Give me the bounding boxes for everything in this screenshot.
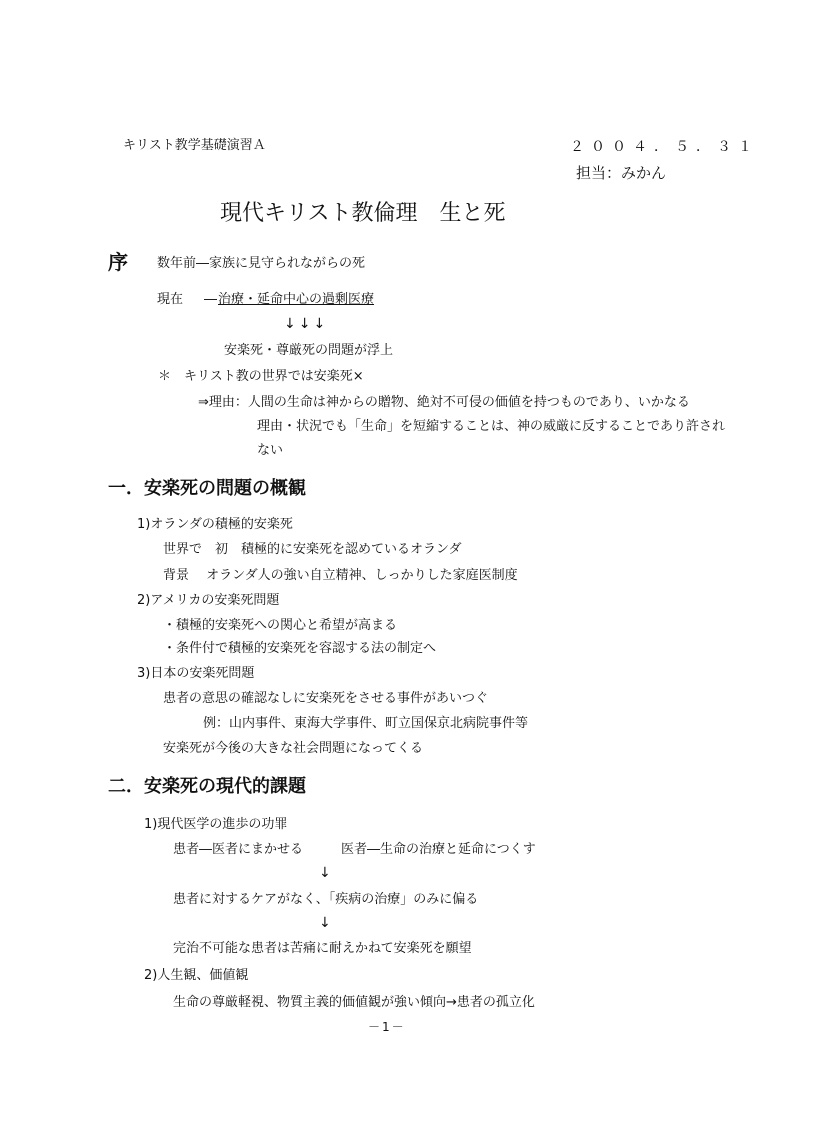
section2-item1-line3: 完治不可能な患者は苦痛に耐えかねて安楽死を願望 xyxy=(173,941,472,956)
section2-item1-line2: 患者に対するケアがなく、「疾病の治療」のみに偏る xyxy=(173,892,479,907)
section2-item2-title: 2)人生観、価値観 xyxy=(144,968,249,983)
section1-item2-line2: ・条件付で積極的安楽死を容認する法の制定へ xyxy=(163,641,437,656)
section1-item1-title: 1)オランダの積極的安楽死 xyxy=(137,517,293,532)
intro-now-text: 治療・延命中心の過剰医療 xyxy=(218,292,375,307)
section2-item2-line1: 生命の尊厳軽視、物質主義的価値観が強い傾向→患者の孤立化 xyxy=(173,995,535,1010)
intro-reason-2: 理由・状況でも「生命」を短縮することは、神の威厳に反することであり許され xyxy=(257,419,726,434)
down-arrows-icon: ↓↓↓ xyxy=(284,316,329,332)
document-date: ２００４．５．３１ xyxy=(570,139,759,155)
section1-item3-title: 3)日本の安楽死問題 xyxy=(137,666,255,681)
intro-reason-1: ⇒理由：人間の生命は神からの贈物、絶対不可侵の価値を持つものであり、いかなる xyxy=(198,395,690,410)
down-arrow-icon: ↓ xyxy=(319,865,331,881)
section1-item3-line1: 患者の意思の確認なしに安楽死をさせる事件があいつぐ xyxy=(163,691,489,706)
page-title: 現代キリスト教倫理 生と死 xyxy=(220,201,506,226)
section1-item3-line3: 安楽死が今後の大きな社会問題になってくる xyxy=(163,741,424,756)
page-number: －1－ xyxy=(368,1020,406,1034)
down-arrow-icon: ↓ xyxy=(319,915,331,931)
section2-heading: 二．安楽死の現代的課題 xyxy=(108,776,306,797)
section1-item2-title: 2)アメリカの安楽死問題 xyxy=(137,593,280,608)
intro-note: ＊ キリスト教の世界では安楽死× xyxy=(158,369,364,384)
section1-item1-line1: 世界で 初 積極的に安楽死を認めているオランダ xyxy=(163,542,462,557)
section1-heading: 一．安楽死の問題の概観 xyxy=(108,478,306,499)
intro-reason-3: ない xyxy=(257,443,284,458)
intro-now-prefix: ― xyxy=(204,292,217,307)
presenter: 担当：みかん xyxy=(576,164,667,182)
intro-mark: 序 xyxy=(108,250,128,274)
section2-item1-line1b: 医者―生命の治療と延命につくす xyxy=(341,842,536,857)
section1-item3-line2: 例：山内事件、東海大学事件、町立国保京北病院事件等 xyxy=(203,716,529,731)
course-name: キリスト教学基礎演習Ａ xyxy=(123,138,266,153)
section1-item2-line1: ・積極的安楽死への関心と希望が高まる xyxy=(163,618,398,633)
intro-past: 数年前―家族に見守られながらの死 xyxy=(157,256,366,271)
intro-now-label: 現在 xyxy=(157,292,184,307)
section2-item1-line1a: 患者―医者にまかせる xyxy=(173,842,304,857)
section1-item1-line2: 背景 オランダ人の強い自立精神、しっかりした家庭医制度 xyxy=(163,568,518,583)
intro-result: 安楽死・尊厳死の問題が浮上 xyxy=(224,343,394,358)
section2-item1-title: 1)現代医学の進歩の功罪 xyxy=(144,817,288,832)
